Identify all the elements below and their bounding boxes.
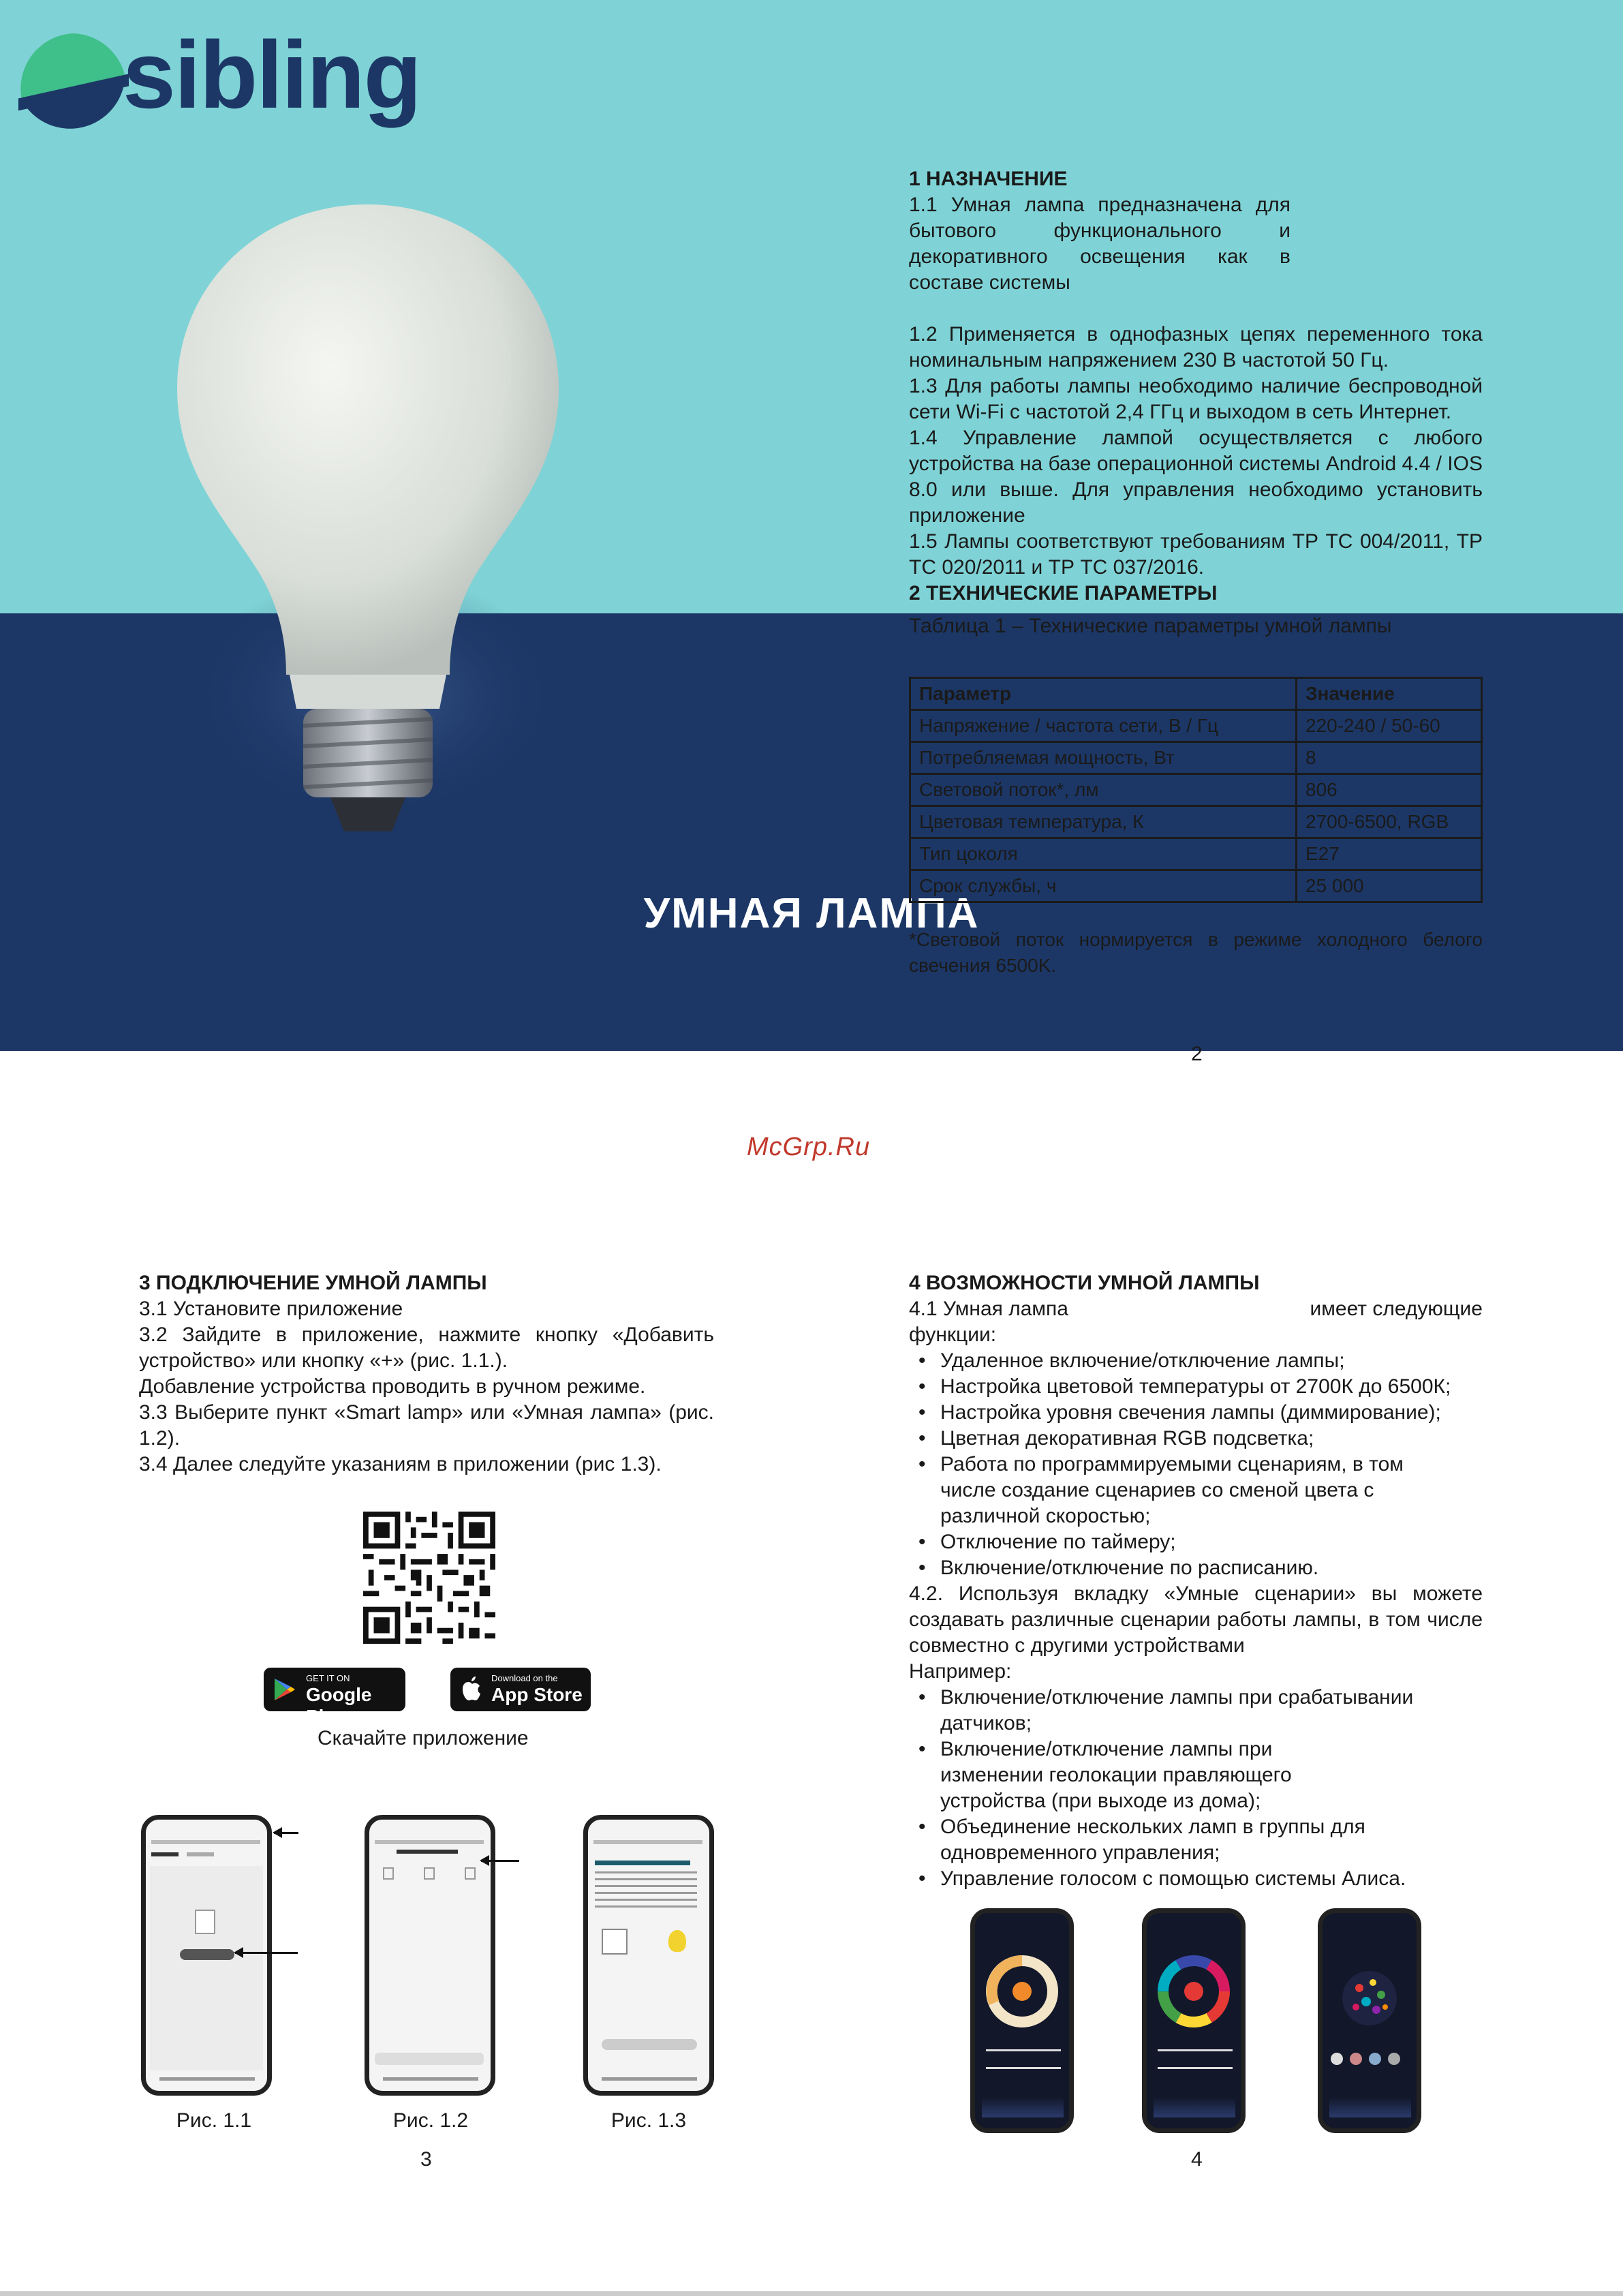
table-cell: 25 000 — [1297, 870, 1482, 902]
table-cell: Световой поток*, лм — [910, 774, 1297, 806]
arrow-icon — [235, 1952, 298, 1954]
sibling-logo-icon — [12, 27, 135, 150]
apple-icon — [460, 1676, 482, 1702]
table-cell: 2700-6500, RGB — [1297, 806, 1482, 838]
table-row — [910, 710, 1482, 742]
google-play-small-text: GET IT ON — [306, 1673, 350, 1683]
qr-code-icon[interactable] — [363, 1512, 495, 1644]
table-row — [910, 838, 1482, 870]
temperature-wheel-icon — [985, 1954, 1060, 2029]
paragraph-1-5: 1.5 Лампы соответствуют требованиям ТР ТС 004/2011, ТР ТС 020/2011 и ТР ТС 037/2016. — [909, 530, 1483, 579]
app-store-label: App Store — [491, 1684, 583, 1705]
cover-title: УМНАЯ ЛАМПА — [643, 890, 980, 937]
phone-screenshot-fig-1-2 — [365, 1815, 495, 2096]
list-item: • Настройка цветовой температуры от 2700К до 6500К; — [940, 1374, 1483, 1400]
paragraph-1-4: 1.4 Управление лампой осуществляется с любого устройства на базе операционной системы Android 4.4 / IOS 8.0 или выше. Для управления необходимо установить приложение — [909, 427, 1483, 527]
table-cell: Цветовая температура, К — [910, 806, 1297, 838]
example-label: Например: — [909, 1660, 1012, 1683]
table-caption: Таблица 1 – Технические параметры умной лампы — [909, 615, 1392, 637]
phone-screenshot-scenes — [1318, 1908, 1421, 2133]
section-1-heading: 1 НАЗНАЧЕНИЕ — [909, 168, 1068, 190]
table-cell: Напряжение / частота сети, В / Гц — [910, 710, 1297, 742]
table-cell: Потребляемая мощность, Вт — [910, 742, 1297, 774]
list-item: • Цветная декоративная RGB подсветка; — [940, 1426, 1483, 1452]
brand-name: sibling — [123, 21, 421, 128]
paragraph-3-4: 3.4 Далее следуйте указаниям в приложении (рис 1.3). — [139, 1453, 662, 1475]
arrow-icon — [274, 1832, 298, 1834]
paragraph-1-3: 1.3 Для работы лампы необходимо наличие беспроводной сети Wi-Fi с частотой 2,4 ГГц и выходом в сеть Интернет. — [909, 375, 1483, 423]
paragraph-1-1: 1.1 Умная лампа предназначена для бытового функционального и декоративного освещения как в составе системы — [909, 194, 1290, 294]
paragraph-3-2: 3.2 Зайдите в приложение, нажмите кнопку «Добавить устройство» или кнопку «+» (рис. 1.1.). — [139, 1323, 714, 1372]
list-item: • Включение/отключение лампы при изменении геолокации правляющего устройства (при выходе из дома); — [940, 1736, 1376, 1814]
section-1 — [909, 166, 1483, 581]
watermark: McGrp.Ru — [747, 1133, 871, 1161]
table-header-row — [910, 678, 1482, 710]
list-item: • Работа по программируемыми сценариям, в том числе создание сценариев со сменой цвета с различной скоростью; — [940, 1452, 1458, 1529]
spec-table — [909, 677, 1483, 903]
list-item: • Управление голосом с помощью системы Алиса. — [940, 1866, 1483, 1892]
list-item: • Удаленное включение/отключение лампы; — [940, 1348, 1483, 1374]
page-number: 3 — [420, 2148, 432, 2171]
phone-screenshot-fig-1-3 — [583, 1815, 714, 2096]
table-row — [910, 774, 1482, 806]
list-item: • Включение/отключение лампы при срабатывании датчиков; — [940, 1685, 1472, 1736]
figure-caption-1-3: Рис. 1.3 — [610, 2109, 687, 2132]
table-row — [910, 806, 1482, 838]
table-cell: 8 — [1297, 742, 1482, 774]
section-4-heading: 4 ВОЗМОЖНОСТИ УМНОЙ ЛАМПЫ — [909, 1272, 1260, 1294]
app-store-small-text: Download on the — [491, 1673, 558, 1683]
phone-screenshot-fig-1-1 — [141, 1815, 272, 2096]
figure-caption-1-1: Рис. 1.1 — [176, 2109, 252, 2132]
table-cell: 220-240 / 50-60 — [1297, 710, 1482, 742]
list-item: • Настройка уровня свечения лампы (диммирование); — [940, 1400, 1483, 1426]
intro-end: функции: — [909, 1323, 997, 1346]
download-caption: Скачайте приложение — [318, 1727, 529, 1749]
section-4 — [909, 1270, 1483, 1892]
section-3-heading: 3 ПОДКЛЮЧЕНИЕ УМНОЙ ЛАМПЫ — [139, 1272, 487, 1294]
footer-bar — [0, 2291, 1623, 2296]
scene-lights-icon — [1339, 1968, 1400, 2029]
paragraph-4-2: 4.2. Используя вкладку «Умные сценарии» вы можете создавать различные сценарии работы лампы, в том числе совместно с другими устройствами — [909, 1582, 1483, 1657]
table-footnote: *Световой поток нормируется в режиме холодного белого свечения 6500K. — [909, 929, 1483, 976]
page-number: 2 — [1191, 1043, 1203, 1065]
google-play-icon — [272, 1677, 296, 1702]
example-list — [909, 1685, 1483, 1892]
page-number: 4 — [1191, 2148, 1203, 2171]
intro-right: имеет следующие — [1310, 1298, 1483, 1320]
intro-left: 4.1 Умная лампа — [909, 1298, 1068, 1320]
section-3 — [139, 1270, 714, 1478]
section-2-heading: 2 ТЕХНИЧЕСКИЕ ПАРАМЕТРЫ — [909, 582, 1218, 604]
paragraph-1-2: 1.2 Применяется в однофазных цепях переменного тока номинальным напряжением 230 В частотой 50 Гц. — [909, 323, 1483, 371]
google-play-button[interactable] — [264, 1668, 405, 1727]
phone-screenshot-color-temp — [970, 1908, 1074, 2133]
table-row — [910, 870, 1482, 902]
list-item: • Включение/отключение по расписанию. — [940, 1555, 1483, 1581]
list-item: • Объединение нескольких ламп в группы для одновременного управления; — [940, 1814, 1376, 1866]
lamp-bulb-image — [177, 204, 559, 859]
paragraph-3-1: 3.1 Установите приложение — [139, 1298, 403, 1320]
paragraph-3-3: 3.3 Выберите пункт «Smart lamp» или «Умная лампа» (рис. 1.2). — [139, 1401, 714, 1450]
color-wheel-icon — [1156, 1954, 1231, 2029]
table-cell: E27 — [1297, 838, 1482, 870]
paragraph-3-2b: Добавление устройства проводить в ручном режиме. — [139, 1375, 646, 1398]
table-row — [910, 742, 1482, 774]
intro-line — [909, 1296, 1483, 1322]
table-cell: Тип цоколя — [910, 838, 1297, 870]
arrow-icon — [481, 1860, 519, 1862]
list-item: • Отключение по таймеру; — [940, 1529, 1483, 1555]
figure-caption-1-2: Рис. 1.2 — [392, 2109, 469, 2132]
table-cell: Срок службы, ч — [910, 870, 1297, 902]
feature-list — [909, 1348, 1483, 1581]
phone-screenshot-rgb — [1142, 1908, 1246, 2133]
google-play-label: Google Play — [306, 1684, 372, 1727]
app-store-button[interactable] — [450, 1668, 591, 1711]
table-header-cell: Значение — [1297, 678, 1482, 710]
table-header-cell: Параметр — [910, 678, 1297, 710]
table-cell: 806 — [1297, 774, 1482, 806]
